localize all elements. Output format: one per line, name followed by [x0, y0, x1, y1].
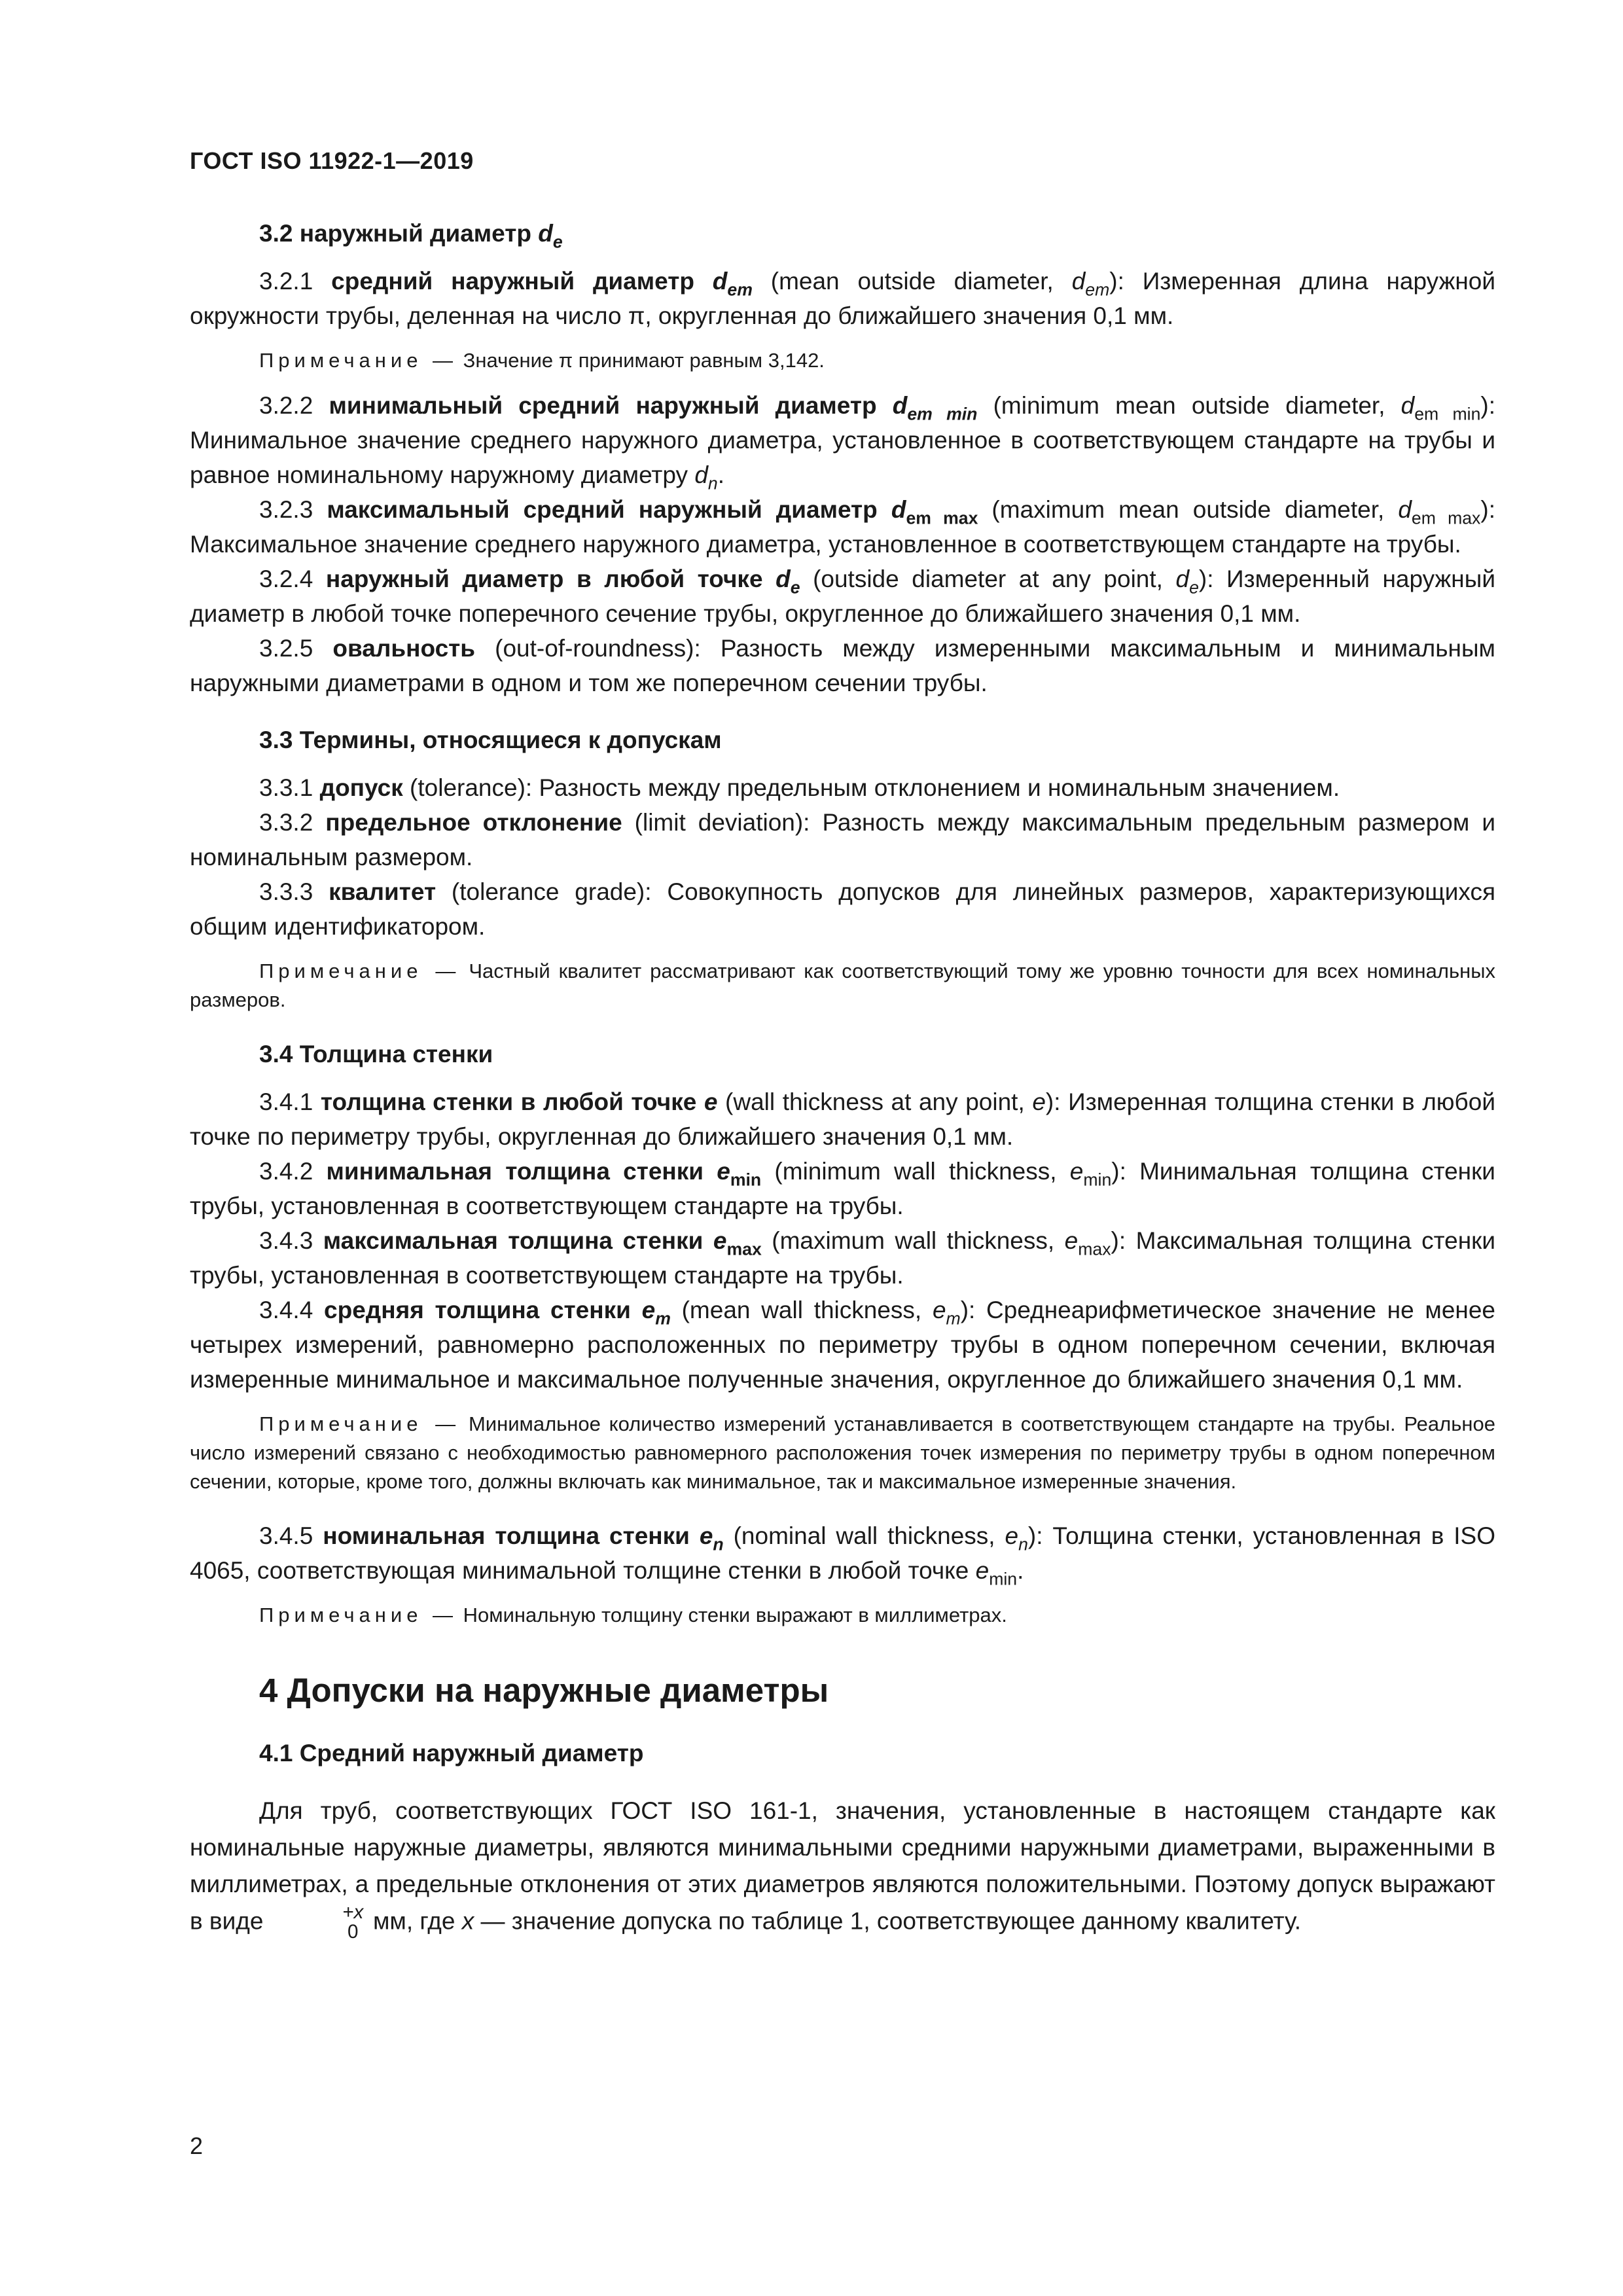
term-3-3-2: 3.3.2 предельное отклонение (limit deviation): Разность между максимальным предельным размером и номинальным размером. [190, 809, 1495, 870]
section-3-2-heading: 3.2 наружный диаметр $d_e$ [259, 220, 563, 252]
document-header: ГОСТ ISO 11922-1—2019 [190, 147, 474, 174]
tolerance-fraction: +x 0 [342, 1901, 364, 1943]
term-3-4-3: 3.4.3 максимальная толщина стенки $e_{max}$ (maximum wall thickness, $e_{max}$): Максимальная толщина стенки трубы, установленная в соответствующем стандарте на трубы. [190, 1227, 1496, 1289]
term-3-3-1: 3.3.1 допуск (tolerance): Разность между предельным отклонением и номинальным значением. [259, 774, 1340, 801]
term-3-3-3: 3.3.3 квалитет (tolerance grade): Совокупность допусков для линейных размеров, характеризующихся общим идентификатором. [190, 878, 1495, 940]
note-3-2-1: Примечание — Значение π принимают равным 3,142. [259, 349, 825, 372]
note-3-4-5: Примечание — Номинальную толщину стенки выражают в миллиметрах. [259, 1604, 1007, 1626]
note-3-3-3: Примечание — Частный квалитет рассматривают как соответствующий тому же уровню точности для всех номинальных размеров. [190, 960, 1496, 1011]
term-3-2-2: 3.2.2 минимальный средний наружный диаметр $d_{em min}$ (minimum mean outside diameter, $d_{em min}$): Минимальное значение среднего наружного диаметра, установленное в соответствующем стандарте на трубы и равное номинальному наружному диаметру $d_n$. [190, 392, 1496, 493]
term-3-2-1: 3.2.1 средний наружный диаметр $d_{em}$ (mean outside diameter, $d_{em}$): Измеренная длина наружной окружности трубы, деленная на число π, округленная до ближайшего значения 0,1 мм. [190, 268, 1496, 329]
term-3-2-4: 3.2.4 наружный диаметр в любой точке $d_e$ (outside diameter at any point, $d_e$): Измеренный наружный диаметр в любой точке поперечного сечение трубы, округленное до ближайшего значения 0,1 мм. [190, 565, 1495, 627]
page-number: 2 [190, 2132, 204, 2159]
term-3-4-4: 3.4.4 средняя толщина стенки $e_m$ (mean wall thickness, $e_m$): Среднеарифметическое значение не менее четырех измерений, равномерно расположенных по периметру трубы в одном поперечном сечении, включая измеренные минимальное и максимальное полученные значения, округленное до ближайшего значения 0,1 мм. [190, 1297, 1495, 1393]
term-3-2-5: 3.2.5 овальность (out-of-roundness): Разность между измеренными максимальным и минимальным наружными диаметрами в одном и том же поперечном сечении трубы. [190, 635, 1495, 696]
term-3-2-3: 3.2.3 максимальный средний наружный диаметр $d_{em max}$ (maximum mean outside diameter, $d_{em max}$): Максимальное значение среднего наружного диаметра, установленное в соответствующем стандарте на трубы. [190, 496, 1495, 558]
document-body [190, 216, 1495, 1941]
section-4-1-heading: 4.1 Средний наружный диаметр [259, 1740, 644, 1767]
section-3-3-heading: 3.3 Термины, относящиеся к допускам [259, 726, 722, 753]
note-3-4-4: Примечание — Минимальное количество измерений устанавливается в соответствующем стандарте на трубы. Реальное число измерений связано с необходимостью равномерного расположения точек измерения по периметру трубы в одном поперечном сечении, которые, кроме того, должны включать как минимальное, так и максимальное измеренные значения. [190, 1412, 1495, 1493]
paragraph-4-1: Для труб, соответствующих ГОСТ ISO 161-1, значения, установленные в настоящем стандарте как номинальные наружные диаметры, являются минимальными средними наружными диаметрами, выраженными в миллиметрах, а предельные отклонения от этих диаметров являются положительными. Поэтому допуск выражают в виде +x 0 мм, где x — значение допуска по таблице 1, соответствующее данному квалитету. [190, 1797, 1495, 1943]
term-3-4-5: 3.4.5 номинальная толщина стенки $e_n$ (nominal wall thickness, $e_n$): Толщина стенки, установленная в ISO 4065, соответствующая минимальной толщине стенки в любой точке $e_{min}$. [190, 1522, 1496, 1589]
term-3-4-1: 3.4.1 толщина стенки в любой точке e (wall thickness at any point, e): Измеренная толщина стенки в любой точке по периметру трубы, округленная до ближайшего значения 0,1 мм. [190, 1088, 1495, 1150]
section-3-4-heading: 3.4 Толщина стенки [259, 1041, 493, 1067]
term-3-4-2: 3.4.2 минимальная толщина стенки $e_{min}$ (minimum wall thickness, $e_{min}$): Минимальная толщина стенки трубы, установленная в соответствующем стандарте на трубы. [190, 1158, 1495, 1219]
section-4-heading: 4 Допуски на наружные диаметры [259, 1672, 829, 1709]
